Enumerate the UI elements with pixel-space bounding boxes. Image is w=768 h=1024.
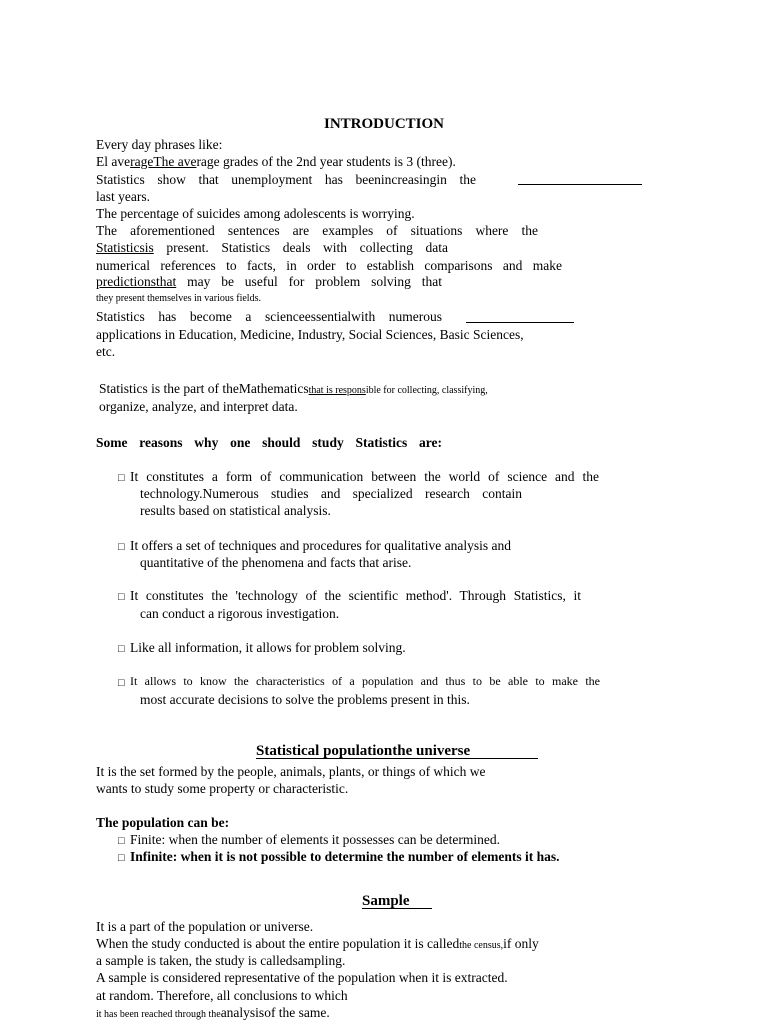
blank-rule <box>466 322 574 323</box>
sample-line-2: When the study conducted is about the entire population it is calledthe census,if only <box>96 936 539 951</box>
checkbox-bullet-icon: □ <box>118 677 125 689</box>
population-line-1: It is the set formed by the people, animals, plants, or things of which we <box>96 764 486 779</box>
reason-1-line-3: results based on statistical analysis. <box>140 503 331 518</box>
sample-line-1: It is a part of the population or universe. <box>96 919 314 934</box>
reason-1-line-2: technology.Numerous studies and specialized research contain <box>140 486 522 501</box>
intro-line-2: El averageThe average grades of the 2nd year students is 3 (three). <box>96 154 456 169</box>
sample-line-6: it has been reached through theanalysisof the same. <box>96 1005 330 1020</box>
intro-line-12: applications in Education, Medicine, Industry, Social Sciences, Basic Sciences, <box>96 327 524 342</box>
intro-line-4: last years. <box>96 189 150 204</box>
intro-line-9: predictionsthat may be useful for problem solving that <box>96 274 442 289</box>
intro-line-6: The aforementioned sentences are examples of situations where the <box>96 223 538 238</box>
checkbox-bullet-icon: □ <box>118 852 125 864</box>
intro-line-10: they present themselves in various fields. <box>96 293 261 304</box>
sample-line-5: at random. Therefore, all conclusions to which <box>96 988 348 1003</box>
section-title-population: Statistical populationthe universe <box>256 743 471 759</box>
blank-rule <box>518 184 642 185</box>
definition-line-1: Statistics is the part of theMathematicsthat is responsible for collecting, classifying, <box>99 381 488 396</box>
population-finite: Finite: when the number of elements it possesses can be determined. <box>130 832 501 847</box>
population-infinite: Infinite: when it is not possible to determine the number of elements it has. <box>130 849 560 864</box>
checkbox-bullet-icon: □ <box>118 835 125 847</box>
reason-2-line-2: quantitative of the phenomena and facts that arise. <box>140 555 412 570</box>
reasons-heading: Some reasons why one should study Statistics are: <box>96 435 442 450</box>
intro-line-7: Statisticsis present. Statistics deals with collecting data <box>96 240 448 255</box>
reason-5-line-2: most accurate decisions to solve the problems present in this. <box>140 692 470 707</box>
intro-line-13: etc. <box>96 344 116 359</box>
page-title: INTRODUCTION <box>323 116 444 132</box>
checkbox-bullet-icon: □ <box>118 591 125 603</box>
definition-line-2: organize, analyze, and interpret data. <box>99 399 298 414</box>
reason-5-line-1: It allows to know the characteristics of a population and thus to be able to make the <box>130 674 600 688</box>
sample-line-3: a sample is taken, the study is calledsampling. <box>96 953 346 968</box>
checkbox-bullet-icon: □ <box>118 472 125 484</box>
reason-1-line-1: It constitutes a form of communication between the world of science and the <box>130 469 599 484</box>
reason-3-line-1: It constitutes the 'technology of the scientific method'. Through Statistics, it <box>130 588 581 603</box>
intro-line-5: The percentage of suicides among adolescents is worrying. <box>96 206 415 221</box>
reason-2-line-1: It offers a set of techniques and procedures for qualitative analysis and <box>130 538 511 553</box>
title-underline <box>256 758 538 759</box>
reason-4-line-1: Like all information, it allows for problem solving. <box>130 640 406 655</box>
intro-line-11: Statistics has become a scienceessentialwith numerous <box>96 309 442 324</box>
sample-line-4: A sample is considered representative of the population when it is extracted. <box>96 970 508 985</box>
section-title-sample: Sample <box>362 893 410 909</box>
checkbox-bullet-icon: □ <box>118 541 125 553</box>
population-line-2: wants to study some property or characteristic. <box>96 781 349 796</box>
population-subheading: The population can be: <box>96 815 230 830</box>
intro-line-8: numerical references to facts, in order to establish comparisons and make <box>96 258 562 273</box>
intro-line-3: Statistics show that unemployment has beenincreasingin the <box>96 172 476 187</box>
checkbox-bullet-icon: □ <box>118 643 125 655</box>
intro-line-1: Every day phrases like: <box>96 137 223 152</box>
title-underline <box>362 908 432 909</box>
reason-3-line-2: can conduct a rigorous investigation. <box>140 606 340 621</box>
